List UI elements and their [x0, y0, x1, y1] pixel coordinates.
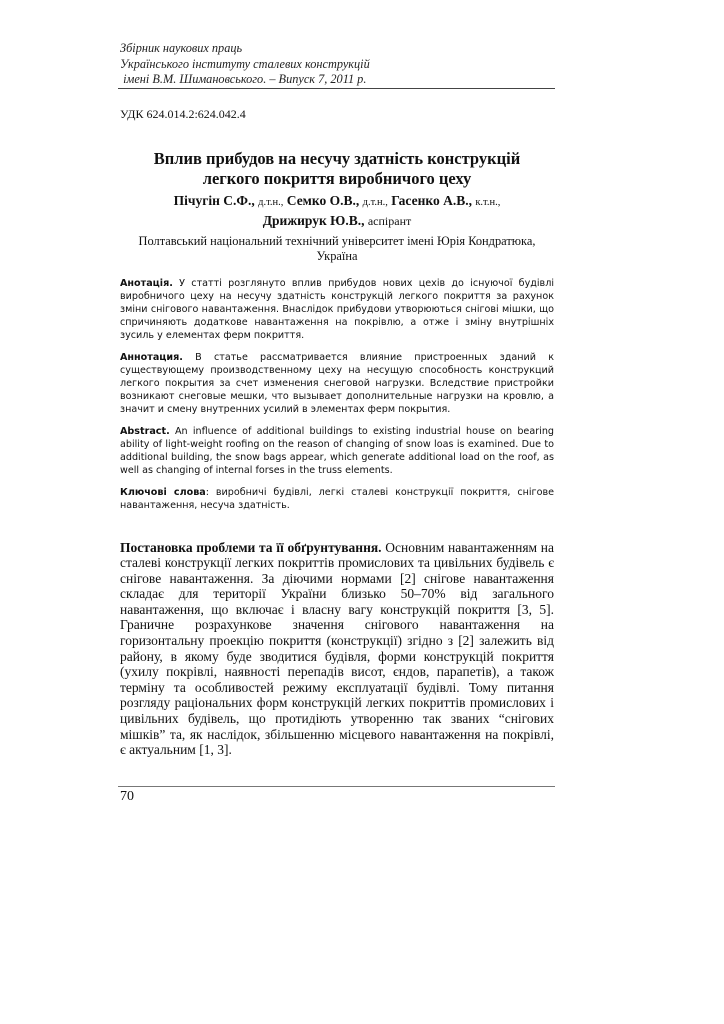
udk-code: УДК 624.014.2:624.042.4 [120, 106, 246, 121]
author-name: Семко О.В., [286, 192, 360, 208]
keywords [120, 486, 554, 512]
abstract-text: У статті розглянуто вплив прибудов нових цехів до існуючої будівлі виробничого цеху на несучу здатність конструкцій легкого покриття за рахунок зміни снігового навантаження. Внаслідок прибудови утворюються снігові мішки, що спричиняють додаткове навантаження на покрівлю, а отже і зміну внутрішніх зусиль у елементах ферм покриття. [120, 277, 554, 341]
author-name: Гасенко А.В., [391, 192, 472, 208]
author-degree: д.т.н., [362, 196, 388, 208]
affiliation-line: Україна [316, 249, 358, 263]
document-page [120, 41, 554, 805]
keywords-text: : виробничі будівлі, легкі сталеві конструкції покриття, снігове навантаження, несуча здатність. [120, 486, 555, 511]
article-title [120, 149, 554, 189]
abstract-en [120, 425, 554, 477]
author-degree: к.т.н., [475, 196, 501, 208]
authors [120, 192, 554, 230]
author-name: Дрижирук Ю.В., [262, 212, 365, 228]
title-line: Вплив прибудов на несучу здатність конструкцій [153, 148, 521, 168]
abstract-ua [120, 277, 554, 342]
header-rule [118, 88, 555, 89]
journal-line: імені В.М. Шимановського. – Випуск 7, 2011 р. [120, 72, 367, 86]
journal-line: Українського інституту сталевих конструкцій [120, 56, 370, 71]
abstract-text: В статье рассматривается влияние пристроенных зданий к существующему производственному цеху на несущую способность конструкций легкого покрытия за счет изменения снеговой нагрузки. Вследствие пристройки возникают снеговые мешки, что вызывает дополнительные нагрузки на кровлю, а значит и смену внутренних усилий в элементах ферм покрытия. [120, 351, 554, 415]
abstract-ru [120, 351, 554, 416]
author-degree: аспірант [367, 213, 412, 228]
body-paragraph [120, 540, 554, 758]
abstract-text: An influence of additional buildings to existing industrial house on bearing ability of light-weight roofing on the reason of changing of snow loas is examined. Due to additional building, the snow bags appear, which generate additional load on the roof, as well as changing of internal forses in the truss elements. [120, 425, 554, 476]
title-line: легкого покриття виробничого цеху [202, 168, 472, 188]
author-degree: д.т.н., [258, 196, 284, 208]
paragraph-text: Основним навантаженням на сталеві конструкції легких покриттів промислових та цивільних будівель є снігове навантаження. За діючими нормами [2] снігове навантаження складає для території України близько 50–70% від загального навантаження, що включає і власну вагу конструкцій покриття [3, 5]. Граничне розрахункове значення снігового навантаження на горизонтальну проекцію покриття (конструкції) згідно з [2] залежить від району, в якому буде зводитися будівля, форми конструкцій покриття (ухилу покрівлі, наявності перепадів висот, єндов, парапетів), а також терміну та особливостей режиму експлуатації будівлі. Тому питання розгляду раціональних форм конструкцій легких покриттів промислових і цивільних будівель, що протидіють утворенню так званих “снігових мішків” та, як наслідок, збільшенню місцевого навантаження на покрівлі, є актуальним [1, 3]. [120, 539, 554, 758]
keywords-label: Ключові слова [120, 486, 206, 498]
abstract-label: Анотація. [120, 277, 173, 289]
abstract-label: Abstract. [120, 425, 170, 437]
author-name: Пічугін С.Ф., [173, 192, 255, 208]
abstract-label: Аннотация. [120, 351, 183, 363]
section-heading: Постановка проблеми та її обґрунтування. [120, 539, 382, 555]
affiliation-line: Полтавський національний технічний університет імені Юрія Кондратюка, [138, 233, 536, 248]
page-number: 70 [120, 789, 134, 805]
footer-rule [118, 786, 555, 788]
journal-line: Збірник наукових праць [120, 41, 243, 55]
affiliation [120, 234, 554, 265]
journal-header [120, 41, 554, 88]
